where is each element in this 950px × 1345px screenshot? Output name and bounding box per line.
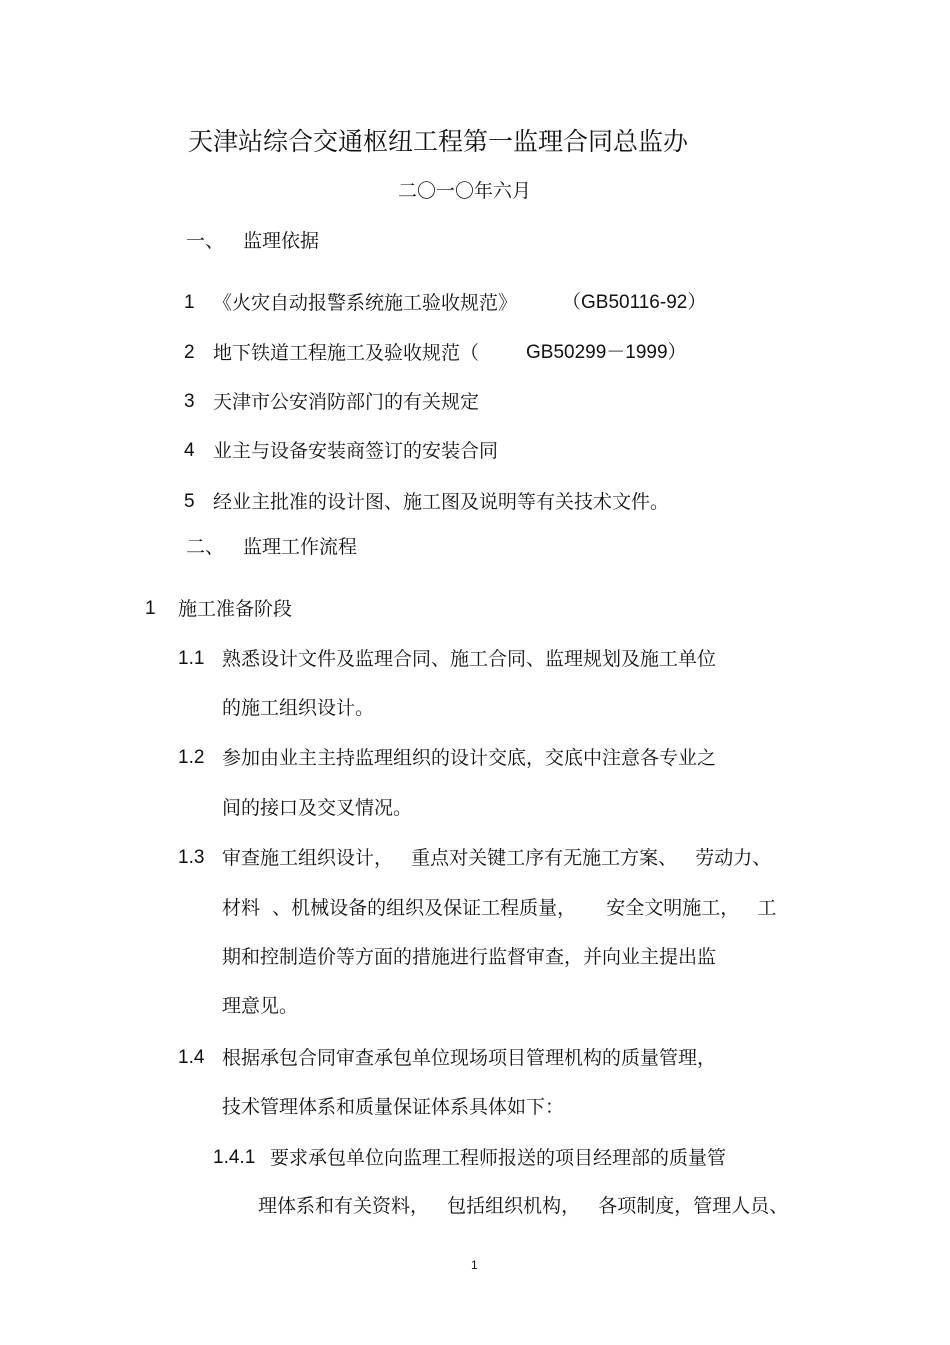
clause-line: 根据承包合同审查承包单位现场项目管理机构的质量管理， bbox=[222, 1047, 717, 1069]
clause-number: 1.4 bbox=[178, 1047, 205, 1068]
basis-item-text: 《火灾自动报警系统施工验收规范》 bbox=[213, 292, 518, 314]
basis-item-text: 天津市公安消防部门的有关规定 bbox=[213, 391, 480, 413]
subclause-line: 理体系和有关资料， 包括组织机构， 各项制度，管理人员、 bbox=[258, 1195, 789, 1217]
stage-number: 1 bbox=[145, 598, 156, 619]
basis-item-text: 业主与设备安装商签订的安装合同 bbox=[213, 440, 499, 462]
subclause-line: 要求承包单位向监理工程师报送的项目经理部的质量管 bbox=[270, 1147, 727, 1169]
basis-item-text: 经业主批准的设计图、施工图及说明等有关技术文件。 bbox=[213, 491, 670, 513]
section-2-number: 二、 bbox=[186, 536, 225, 558]
clause-number: 1.3 bbox=[178, 847, 205, 868]
subclause-number: 1.4.1 bbox=[213, 1147, 256, 1168]
basis-item-number: 4 bbox=[184, 440, 195, 461]
clause-line: 技术管理体系和质量保证体系具体如下： bbox=[222, 1096, 565, 1118]
clause-line: 参加由业主主持监理组织的设计交底，交底中注意各专业之 bbox=[222, 747, 717, 769]
clause-number: 1.1 bbox=[178, 648, 205, 669]
clause-line: 审查施工组织设计， 重点对关键工序有无施工方案、 劳动力、 bbox=[222, 847, 772, 869]
document-title: 天津站综合交通枢纽工程第一监理合同总监办 bbox=[188, 127, 689, 156]
basis-item-code: GB50299－1999） bbox=[526, 342, 687, 363]
clause-line: 熟悉设计文件及监理合同、施工合同、监理规划及施工单位 bbox=[222, 648, 717, 670]
clause-number: 1.2 bbox=[178, 747, 205, 768]
basis-item-text: 地下铁道工程施工及验收规范（ bbox=[213, 342, 480, 364]
section-2-heading: 监理工作流程 bbox=[243, 536, 358, 558]
basis-item-number: 3 bbox=[184, 391, 195, 412]
clause-line: 材料 、机械设备的组织及保证工程质量， 安全文明施工， 工 bbox=[222, 897, 777, 919]
stage-heading: 施工准备阶段 bbox=[178, 598, 293, 620]
clause-line: 期和控制造价等方面的措施进行监督审查，并向业主提出监 bbox=[222, 946, 717, 968]
clause-line: 的施工组织设计。 bbox=[222, 697, 375, 719]
document-date: 二〇一〇年六月 bbox=[398, 180, 532, 202]
section-1-heading: 监理依据 bbox=[243, 230, 320, 252]
clause-line: 理意见。 bbox=[222, 995, 299, 1017]
basis-item-number: 2 bbox=[184, 342, 195, 363]
basis-item-number: 5 bbox=[184, 491, 195, 512]
basis-item-code: （GB50116-92） bbox=[562, 292, 707, 313]
page-number: 1 bbox=[471, 1258, 478, 1272]
section-1-number: 一、 bbox=[186, 230, 225, 252]
clause-line: 间的接口及交叉情况。 bbox=[222, 797, 413, 819]
basis-item-number: 1 bbox=[184, 292, 195, 313]
